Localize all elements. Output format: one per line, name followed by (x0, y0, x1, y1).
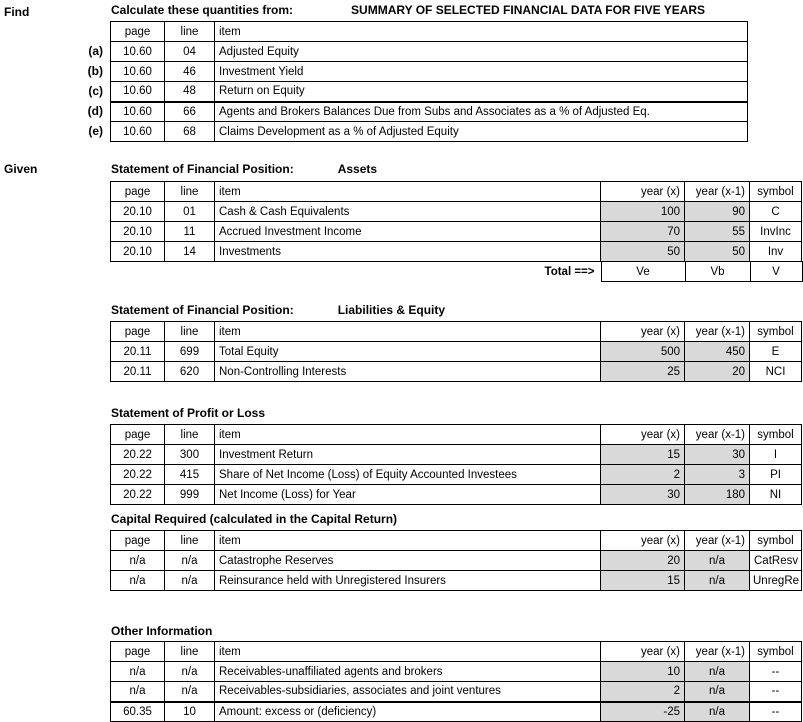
cell-year-x1: 450 (685, 342, 750, 362)
cell-item: Accrued Investment Income (215, 222, 601, 242)
section-heading-other-information (111, 624, 212, 639)
cell-item: Return on Equity (215, 82, 748, 102)
section-heading-main: Capital Required (calculated in the Capital Return) (111, 512, 398, 526)
cell-page: n/a (111, 571, 165, 591)
section-heading-main: Other Information (111, 624, 213, 638)
column-header-page: page (111, 322, 165, 342)
cell-page: 10.60 (111, 42, 165, 62)
cell-line: 01 (165, 202, 215, 222)
total-year-x1: Vb (685, 262, 750, 282)
table-row (111, 202, 802, 222)
cell-year-x1: n/a (685, 571, 750, 591)
cell-item: Agents and Brokers Balances Due from Subs and Associates as a % of Adjusted Eq. (215, 102, 748, 122)
find-row-marker-d: (d) (87, 104, 103, 118)
column-header-year-x1: year (x-1) (685, 425, 750, 445)
total-label: Total ==> (544, 265, 595, 278)
column-header-year-x: year (x) (601, 531, 685, 551)
cell-line: 300 (165, 445, 215, 465)
given-section-label: Given (4, 162, 38, 176)
cell-page: 20.11 (111, 362, 165, 382)
table-row (111, 342, 802, 362)
column-header-item: item (215, 531, 601, 551)
column-header-symbol: symbol (750, 642, 802, 662)
column-header-item: item (215, 22, 748, 42)
table-row (111, 551, 802, 571)
table-row (111, 222, 802, 242)
cell-item: Investments (215, 242, 601, 262)
section-heading-assets (111, 162, 377, 177)
column-header-item: item (215, 425, 601, 445)
cell-page: 10.60 (111, 102, 165, 122)
cell-item: Catastrophe Reserves (215, 551, 601, 571)
cell-item: Receivables-unaffiliated agents and brokers (215, 662, 601, 682)
cell-line: 10 (165, 702, 215, 722)
cell-year-x1: n/a (685, 662, 750, 682)
column-header-line: line (165, 322, 215, 342)
find-heading (111, 3, 705, 18)
column-header-item: item (215, 182, 601, 202)
table-header-row (111, 531, 802, 551)
table-row (111, 242, 802, 262)
section-heading-sub: Assets (337, 162, 378, 176)
cell-line: n/a (165, 682, 215, 702)
cell-page: 10.60 (111, 122, 165, 142)
table-header-row (111, 425, 802, 445)
cell-item: Net Income (Loss) for Year (215, 485, 601, 505)
cell-year-x1: 90 (685, 202, 750, 222)
cell-line: n/a (165, 662, 215, 682)
column-header-year-x1: year (x-1) (685, 182, 750, 202)
column-header-item: item (215, 642, 601, 662)
cell-item: Amount: excess or (deficiency) (215, 702, 601, 722)
table-row (111, 662, 802, 682)
other-information-table (110, 641, 802, 722)
section-heading-main: Statement of Profit or Loss (111, 406, 266, 420)
profit-or-loss-table (110, 424, 802, 505)
assets-table (110, 181, 802, 262)
cell-year-x1: n/a (685, 551, 750, 571)
total-year-x: Ve (601, 262, 685, 282)
section-heading-profit-or-loss (111, 406, 265, 421)
cell-line: 66 (165, 102, 215, 122)
cell-year-x: 30 (601, 485, 685, 505)
cell-line: 620 (165, 362, 215, 382)
table-row (111, 445, 802, 465)
table-header-row (111, 642, 802, 662)
cell-year-x: 100 (601, 202, 685, 222)
column-header-year-x: year (x) (601, 322, 685, 342)
table-row (111, 122, 748, 142)
cell-symbol: -- (750, 682, 802, 702)
column-header-page: page (111, 531, 165, 551)
cell-symbol: -- (750, 702, 802, 722)
cell-page: n/a (111, 551, 165, 571)
liabilities-equity-table (110, 321, 802, 382)
table-row (111, 42, 748, 62)
cell-year-x1: n/a (685, 702, 750, 722)
column-header-symbol: symbol (750, 322, 802, 342)
cell-item: Receivables-subsidiaries, associates and joint ventures (215, 682, 601, 702)
table-row (111, 702, 802, 722)
column-header-symbol: symbol (750, 182, 802, 202)
cell-line: n/a (165, 571, 215, 591)
find-row-marker-c: (c) (88, 84, 103, 98)
column-header-line: line (165, 531, 215, 551)
column-header-symbol: symbol (750, 425, 802, 445)
cell-item: Reinsurance held with Unregistered Insurers (215, 571, 601, 591)
cell-item: Investment Yield (215, 62, 748, 82)
cell-year-x1: 50 (685, 242, 750, 262)
table-row (111, 102, 748, 122)
cell-item: Adjusted Equity (215, 42, 748, 62)
cell-year-x: 70 (601, 222, 685, 242)
cell-line: 11 (165, 222, 215, 242)
column-header-year-x: year (x) (601, 182, 685, 202)
cell-line: 46 (165, 62, 215, 82)
table-row (111, 465, 802, 485)
cell-item: Non-Controlling Interests (215, 362, 601, 382)
cell-year-x: 25 (601, 362, 685, 382)
cell-page: 20.10 (111, 242, 165, 262)
column-header-symbol: symbol (750, 531, 802, 551)
cell-item: Claims Development as a % of Adjusted Equity (215, 122, 748, 142)
cell-page: 10.60 (111, 62, 165, 82)
cell-year-x1: 20 (685, 362, 750, 382)
cell-page: 20.22 (111, 485, 165, 505)
cell-year-x1: 180 (685, 485, 750, 505)
column-header-year-x1: year (x-1) (685, 322, 750, 342)
cell-year-x: 2 (601, 465, 685, 485)
cell-year-x: -25 (601, 702, 685, 722)
find-row-marker-b: (b) (87, 64, 103, 78)
cell-page: 10.60 (111, 82, 165, 102)
cell-item: Investment Return (215, 445, 601, 465)
column-header-page: page (111, 642, 165, 662)
cell-year-x1: 55 (685, 222, 750, 242)
table-row (111, 62, 748, 82)
cell-page: n/a (111, 662, 165, 682)
find-section-label: Find (4, 5, 30, 19)
cell-line: 68 (165, 122, 215, 142)
cell-year-x1: n/a (685, 682, 750, 702)
cell-symbol: C (750, 202, 802, 222)
cell-symbol: InvInc (750, 222, 802, 242)
cell-symbol: -- (750, 662, 802, 682)
cell-year-x: 2 (601, 682, 685, 702)
cell-year-x: 15 (601, 571, 685, 591)
cell-line: 14 (165, 242, 215, 262)
cell-page: n/a (111, 682, 165, 702)
column-header-year-x1: year (x-1) (685, 642, 750, 662)
cell-symbol: Inv (750, 242, 802, 262)
column-header-year-x1: year (x-1) (685, 531, 750, 551)
cell-line: 04 (165, 42, 215, 62)
cell-symbol: NI (750, 485, 802, 505)
cell-page: 20.10 (111, 202, 165, 222)
assets-total-row (430, 261, 803, 282)
cell-symbol: NCI (750, 362, 802, 382)
column-header-item: item (215, 322, 601, 342)
cell-symbol: PI (750, 465, 802, 485)
section-heading-liabilities-equity (111, 303, 445, 318)
column-header-line: line (165, 182, 215, 202)
section-heading-sub: Liabilities & Equity (337, 303, 446, 317)
find-row-marker-a: (a) (88, 44, 103, 58)
cell-symbol: E (750, 342, 802, 362)
cell-year-x1: 3 (685, 465, 750, 485)
table-header-row (111, 322, 802, 342)
table-row (111, 362, 802, 382)
table-header-row (111, 182, 802, 202)
column-header-year-x: year (x) (601, 642, 685, 662)
cell-year-x1: 30 (685, 445, 750, 465)
total-symbol: V (750, 262, 802, 282)
cell-line: 48 (165, 82, 215, 102)
table-row (430, 262, 802, 282)
column-header-line: line (165, 642, 215, 662)
cell-page: 20.10 (111, 222, 165, 242)
cell-year-x: 500 (601, 342, 685, 362)
cell-symbol: CatResv (750, 551, 802, 571)
column-header-line: line (165, 425, 215, 445)
column-header-page: page (111, 182, 165, 202)
section-heading-main: Statement of Financial Position: (111, 162, 294, 176)
cell-line: n/a (165, 551, 215, 571)
column-header-page: page (111, 425, 165, 445)
table-row (111, 571, 802, 591)
table-row (111, 682, 802, 702)
column-header-line: line (165, 22, 215, 42)
section-heading-capital-required (111, 512, 397, 527)
cell-year-x: 10 (601, 662, 685, 682)
cell-item: Total Equity (215, 342, 601, 362)
cell-line: 415 (165, 465, 215, 485)
cell-page: 20.22 (111, 445, 165, 465)
cell-line: 699 (165, 342, 215, 362)
table-header-row (111, 22, 748, 42)
find-table (110, 21, 748, 142)
cell-symbol: UnregRe (750, 571, 802, 591)
cell-item: Cash & Cash Equivalents (215, 202, 601, 222)
cell-page: 20.11 (111, 342, 165, 362)
find-heading-right: SUMMARY OF SELECTED FINANCIAL DATA FOR FIVE YEARS (351, 3, 706, 17)
cell-page: 20.22 (111, 465, 165, 485)
cell-year-x: 20 (601, 551, 685, 571)
find-row-marker-e: (e) (88, 124, 103, 138)
section-heading-main: Statement of Financial Position: (111, 303, 294, 317)
cell-year-x: 50 (601, 242, 685, 262)
cell-line: 999 (165, 485, 215, 505)
find-heading-left: Calculate these quantities from: (111, 3, 294, 17)
column-header-page: page (111, 22, 165, 42)
table-row (111, 82, 748, 102)
cell-year-x: 15 (601, 445, 685, 465)
column-header-year-x: year (x) (601, 425, 685, 445)
cell-page: 60.35 (111, 702, 165, 722)
table-row (111, 485, 802, 505)
cell-item: Share of Net Income (Loss) of Equity Accounted Investees (215, 465, 601, 485)
cell-symbol: I (750, 445, 802, 465)
capital-required-table (110, 530, 802, 591)
